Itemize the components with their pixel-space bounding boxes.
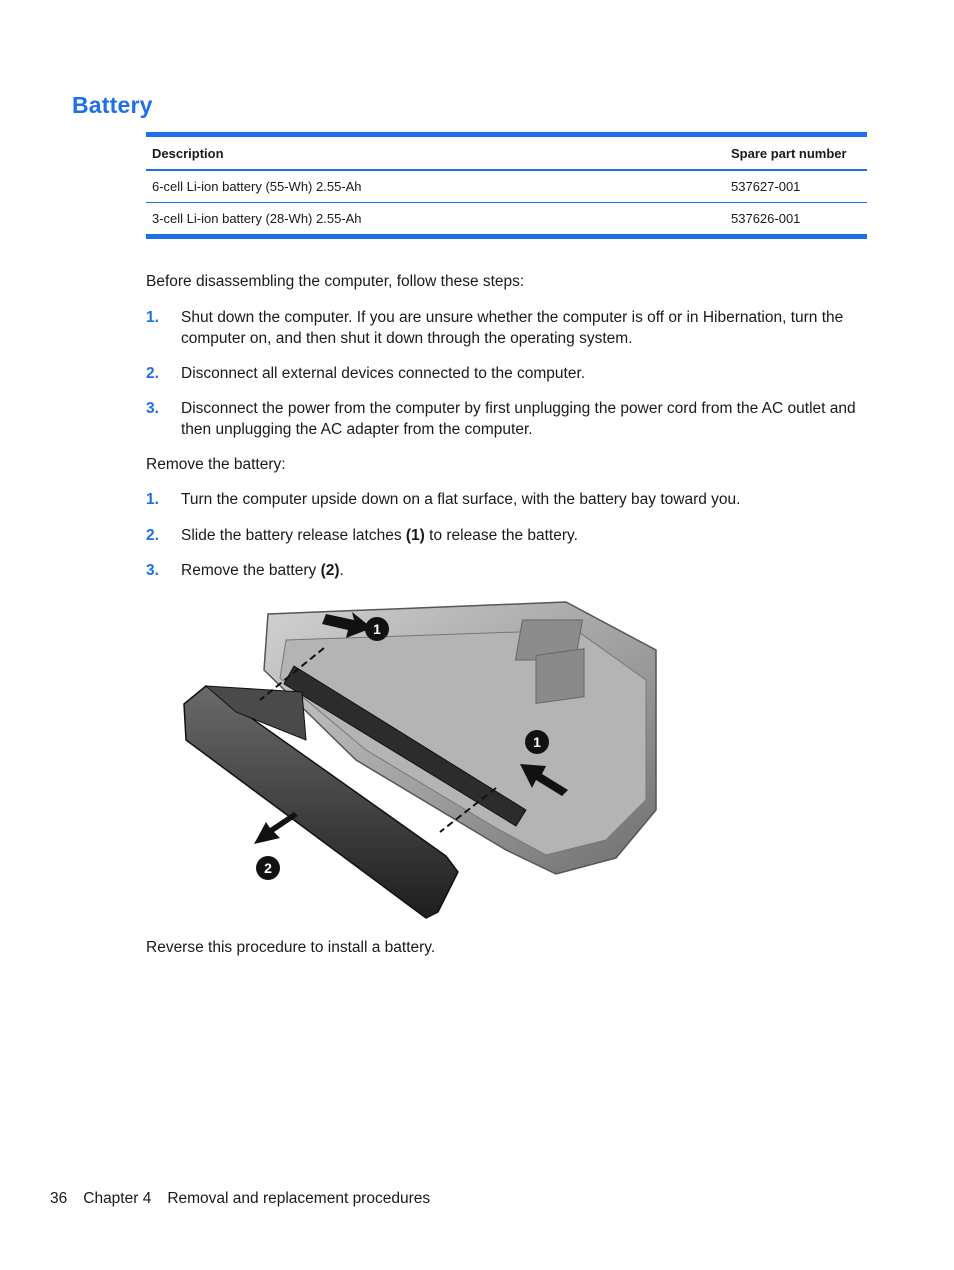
closing-paragraph: Reverse this procedure to install a battery.	[146, 939, 436, 956]
prep-step	[146, 399, 858, 440]
step-text-post: .	[339, 562, 344, 579]
cell-part-number: 537626-001	[731, 211, 801, 226]
table-header-row	[146, 135, 867, 171]
step-text: Shut down the computer. If you are unsure whether the computer is off or in Hibernation, turn the computer on, and then shut it down through the operating system.	[181, 309, 844, 347]
callout-ref-1: (1)	[405, 527, 425, 544]
battery-removal-illustration	[176, 600, 666, 920]
step-number: 3.	[146, 400, 159, 417]
cell-part-number: 537627-001	[725, 170, 867, 203]
step-text	[181, 561, 858, 582]
table-row	[146, 170, 867, 203]
footer-section: Removal and replacement procedures	[167, 1190, 431, 1207]
remove-step	[146, 490, 858, 511]
step-number: 2.	[146, 365, 159, 382]
step-text-post: to release the battery.	[424, 527, 578, 544]
step-number: 1.	[146, 491, 159, 508]
step-text-pre: Remove the battery	[181, 562, 321, 579]
remove-step	[146, 526, 858, 547]
page-number: 36	[50, 1190, 68, 1207]
step-text: Disconnect all external devices connected to the computer.	[181, 365, 586, 382]
prep-step	[146, 364, 858, 385]
section-title: Battery	[72, 92, 153, 118]
callout-1-label: 1	[533, 734, 541, 750]
remove-label: Remove the battery:	[146, 456, 286, 473]
cell-description: 3-cell Li-ion battery (28-Wh) 2.55-Ah	[152, 211, 362, 226]
callout-2	[256, 856, 280, 880]
callout-1-label: 1	[373, 621, 381, 637]
step-number: 1.	[146, 309, 159, 326]
removal-arrow-icon	[254, 812, 298, 844]
step-text: Disconnect the power from the computer by first unplugging the power cord from the AC outlet and then unplugging the AC adapter from the computer.	[181, 400, 856, 438]
header-spare-part-number: Spare part number	[725, 135, 867, 171]
page-footer	[50, 1189, 446, 1209]
step-text	[181, 526, 858, 547]
callout-ref-2: (2)	[320, 562, 340, 579]
callout-2-label: 2	[264, 860, 272, 876]
header-description: Description	[146, 135, 725, 171]
cell-description: 6-cell Li-ion battery (55-Wh) 2.55-Ah	[146, 170, 725, 203]
step-text: Turn the computer upside down on a flat surface, with the battery bay toward you.	[181, 491, 741, 508]
intro-paragraph: Before disassembling the computer, follow these steps:	[146, 273, 525, 290]
prep-step	[146, 308, 858, 349]
step-number: 3.	[146, 562, 159, 579]
callout-1-top	[365, 617, 389, 641]
footer-chapter: Chapter 4	[83, 1190, 152, 1207]
spare-parts-table	[146, 132, 867, 239]
table-row	[146, 203, 867, 237]
remove-step	[146, 561, 858, 582]
callout-1-right	[525, 730, 549, 754]
step-number: 2.	[146, 527, 159, 544]
step-text-pre: Slide the battery release latches	[181, 527, 406, 544]
